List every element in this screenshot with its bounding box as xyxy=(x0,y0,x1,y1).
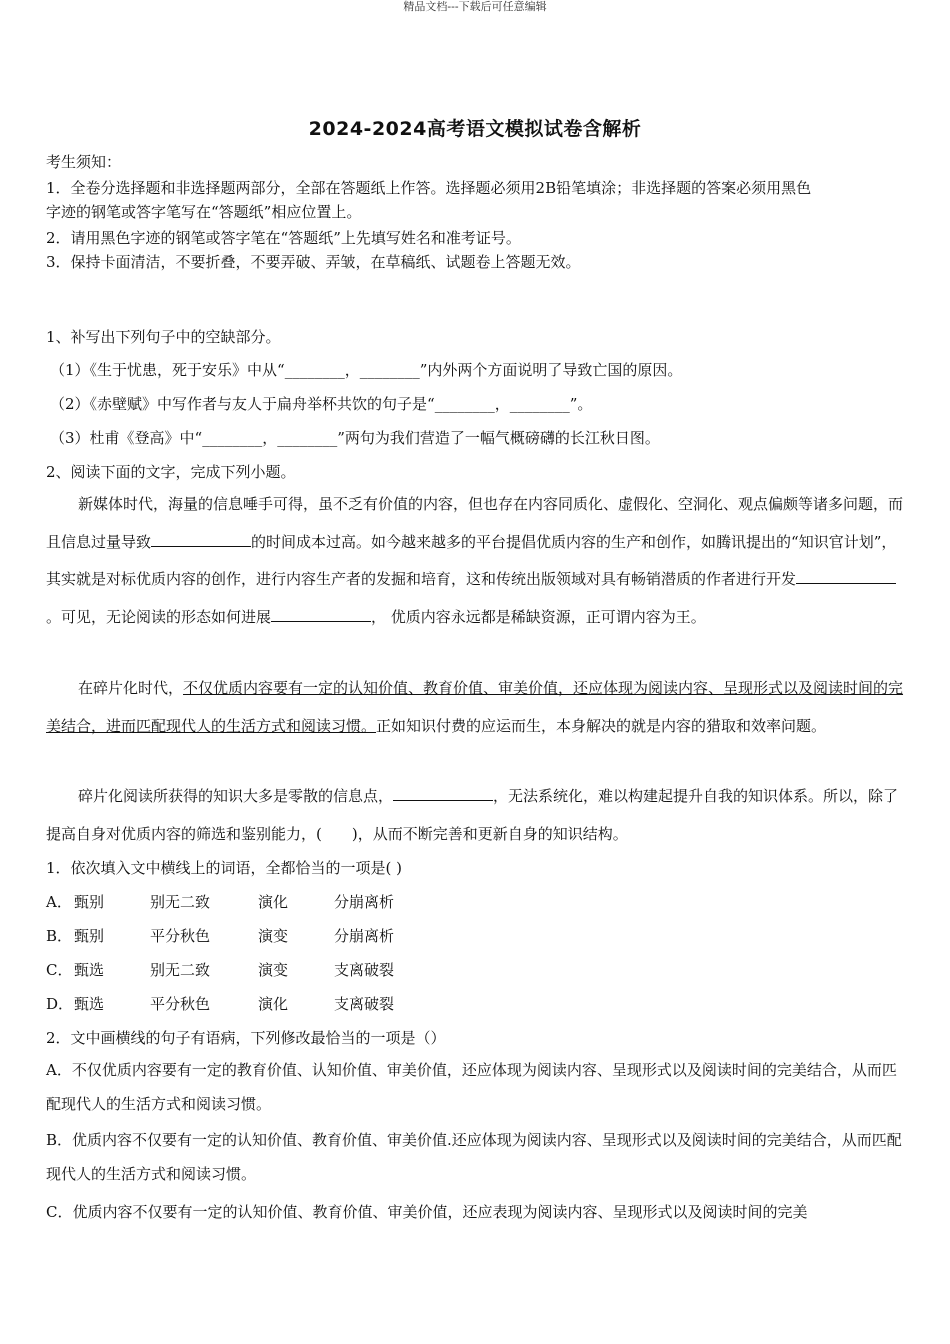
passage-text: 正如知识付费的应运而生，本身解决的就是内容的猎取和效率问题。 xyxy=(376,716,827,735)
passage-text: 碎片化阅读所获得的知识大多是零散的信息点， xyxy=(78,787,394,805)
sub-question-1: 1．依次填入文中横线上的词语，全都恰当的一项是( ) xyxy=(46,859,403,877)
notice-item-3: 3．保持卡面清洁，不要折叠，不要弄破、弄皱，在草稿纸、试题卷上答题无效。 xyxy=(46,253,581,271)
sub-question-2: 2．文中画横线的句子有语病，下列修改最恰当的一项是（） xyxy=(46,1029,446,1047)
page-title: 2024-2024高考语文模拟试卷含解析 xyxy=(308,118,642,140)
option-b[interactable]: B．优质内容不仅要有一定的认知价值、教育价值、审美价值.还应体现为阅读内容、呈现形式以及阅读时间的完美结合，从而匹配现代人的生活方式和阅读习惯。 xyxy=(46,1131,902,1183)
passage-text: 新媒体时代，海量的信息唾手可得，虽不乏有价值的内容，但也存在内容同质化、虚假化、空洞化、观点偏颇等诸多问题，而且信息过量导致 xyxy=(46,495,904,551)
q1-stem: 1、补写出下列句子中的空缺部分。 xyxy=(46,328,281,346)
passage-text: ，无法系统化，难以构建起提升自我的知识体系。所以，除了提高自身对优质内容的筛选和鉴别能力，( )，从而不断完善和更新自身的知识结构。 xyxy=(46,787,899,843)
passage-paragraph-1 xyxy=(46,486,904,636)
q1-sub-1: （1）《生于忧患，死于安乐》中从“________，________”内外两个方面说明了导致亡国的原因。 xyxy=(50,361,683,379)
underlined-sentence: 不仅优质内容要有一定的认知价值、教育价值、审美价值，还应体现为阅读内容、呈现形式以及阅读时间的完美结合，进而匹配现代人的生活方式和阅读习惯。 xyxy=(46,679,904,735)
passage-text: 。可见，无论阅读的形态如何进展 xyxy=(46,607,272,626)
option-row[interactable]: B． 甄别 平分秋色 演变 分崩离析 xyxy=(46,927,395,945)
q1-sub-2: （2）《赤壁赋》中写作者与友人于扁舟举杯共饮的句子是“________，________”。 xyxy=(50,395,593,413)
option-row[interactable]: A． 甄别 别无二致 演化 分崩离析 xyxy=(46,893,395,911)
q1-sub-3: （3）杜甫《登高》中“________，________”两句为我们营造了一幅气概磅礴的长江秋日图。 xyxy=(50,429,660,447)
q2-stem: 2、阅读下面的文字，完成下列小题。 xyxy=(46,463,296,481)
answer-blank[interactable] xyxy=(151,532,251,547)
answer-blank[interactable] xyxy=(796,569,896,584)
passage-text: ， 优质内容永远都是稀缺资源，正可谓内容为王。 xyxy=(371,607,706,626)
passage-text: 的时间成本过高。如今越来越多的平台提倡优质内容的生产和创作，如腾讯提出的“知识官计划”，其实就是对标优质内容的创作，进行内容生产者的发掘和培育，这和传统出版领域对具有畅销潜质的作者进行开发 xyxy=(46,532,897,588)
option-a[interactable]: A．不仅优质内容要有一定的教育价值、认知价值、审美价值，还应体现为阅读内容、呈现形式以及阅读时间的完美结合，从而匹配现代人的生活方式和阅读习惯。 xyxy=(46,1061,897,1113)
answer-blank[interactable] xyxy=(271,607,371,622)
passage-paragraph-2 xyxy=(46,670,904,745)
page-header: 精品文档---下载后可任意编辑 xyxy=(403,0,547,13)
notice-item-1: 1．全卷分选择题和非选择题两部分，全部在答题纸上作答。选择题必须用2B铅笔填涂；非选择题的答案必须用黑色 xyxy=(46,179,812,197)
passage-paragraph-3 xyxy=(46,778,904,853)
option-row[interactable]: D．甄选 平分秋色 演化 支离破裂 xyxy=(46,995,395,1013)
notice-item-1-cont: 字迹的钢笔或答字笔写在“答题纸”相应位置上。 xyxy=(46,203,362,221)
option-row[interactable]: C． 甄选 别无二致 演变 支离破裂 xyxy=(46,961,395,979)
passage-text: 在碎片化时代， xyxy=(78,679,184,697)
option-c[interactable]: C．优质内容不仅要有一定的认知价值、教育价值、审美价值，还应表现为阅读内容、呈现形式以及阅读时间的完美 xyxy=(46,1203,808,1221)
answer-blank[interactable] xyxy=(393,786,493,801)
notice-item-2: 2．请用黑色字迹的钢笔或答字笔在“答题纸”上先填写姓名和准考证号。 xyxy=(46,229,521,247)
notice-heading: 考生须知： xyxy=(46,153,122,171)
